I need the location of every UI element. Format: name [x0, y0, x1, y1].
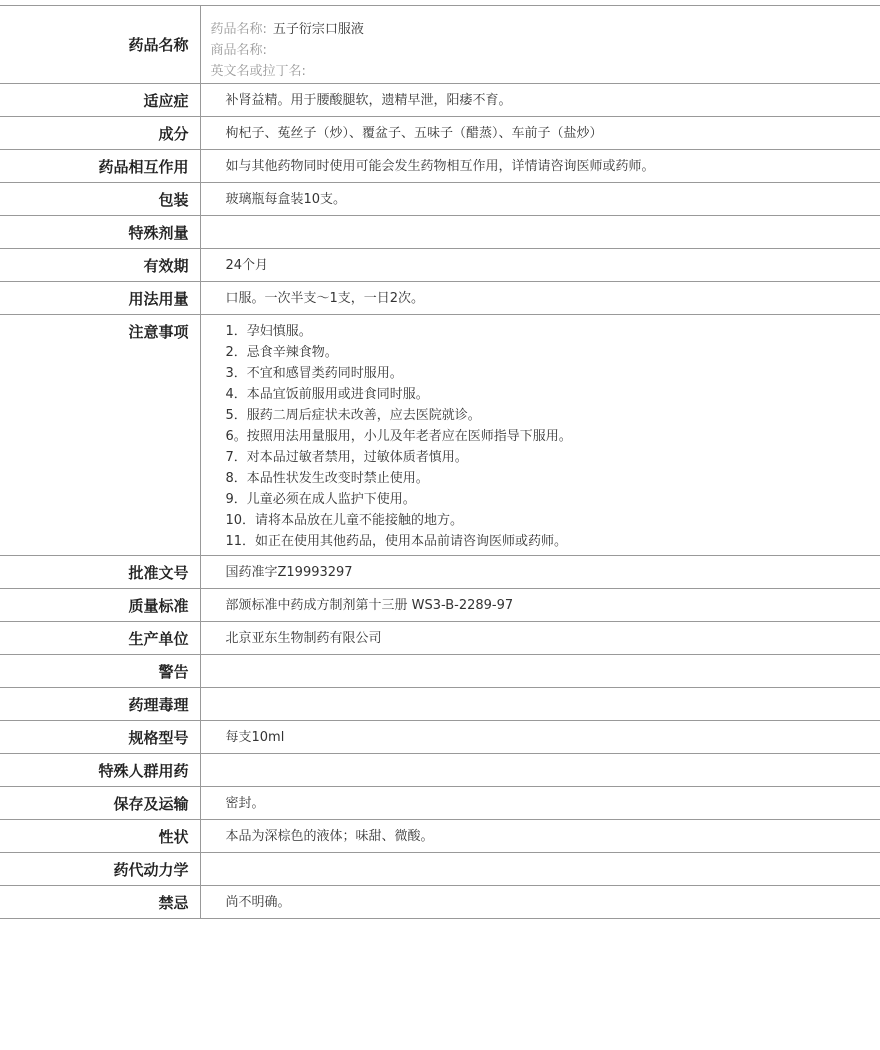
special-population-row	[0, 754, 880, 787]
precautions-row	[0, 315, 880, 556]
packaging-value: 玻璃瓶每盒装10支。	[225, 192, 347, 207]
indications-label: 适应症	[0, 84, 200, 117]
quality-standard-row	[0, 589, 880, 622]
warning-label: 警告	[0, 655, 200, 688]
interactions-label: 药品相互作用	[0, 150, 200, 183]
precaution-item: 4．本品宜饭前服用或进食同时服。	[225, 387, 429, 402]
warning-row	[0, 655, 880, 688]
precautions-value	[200, 315, 880, 556]
manufacturer-row	[0, 622, 880, 655]
drug-name-values	[200, 6, 880, 84]
interactions-value: 如与其他药物同时使用可能会发生药物相互作用，详情请咨询医师或药师。	[225, 159, 655, 174]
packaging-row	[0, 183, 880, 216]
special-dosage-row	[0, 216, 880, 249]
indications-value: 补肾益精。用于腰酸腿软，遗精早泄，阳痿不育。	[225, 93, 512, 108]
generic-name-line	[211, 19, 873, 40]
trade-name-line	[211, 40, 873, 61]
precaution-item: 2．忌食辛辣食物。	[225, 345, 338, 360]
precautions-label: 注意事项	[0, 315, 200, 556]
quality-standard-label: 质量标准	[0, 589, 200, 622]
usage-row	[0, 282, 880, 315]
shelf-life-label: 有效期	[0, 249, 200, 282]
ingredients-label: 成分	[0, 117, 200, 150]
approval-number-label: 批准文号	[0, 556, 200, 589]
pharmacology-label: 药理毒理	[0, 688, 200, 721]
contraindications-label: 禁忌	[0, 886, 200, 919]
precaution-item: 10．请将本品放在儿童不能接触的地方。	[225, 513, 464, 528]
approval-number-row	[0, 556, 880, 589]
usage-value: 口服。一次半支～1支，一日2次。	[225, 291, 425, 306]
drug-name-row	[0, 6, 880, 84]
pharmacokinetics-label: 药代动力学	[0, 853, 200, 886]
storage-row	[0, 787, 880, 820]
quality-standard-value: 部颁标准中药成方制剂第十三册 WS3-B-2289-97	[225, 598, 514, 613]
appearance-label: 性状	[0, 820, 200, 853]
precaution-item: 5．服药二周后症状未改善，应去医院就诊。	[225, 408, 481, 423]
special-dosage-value	[200, 216, 880, 249]
precautions-list	[226, 321, 873, 552]
specification-value: 每支10ml	[225, 730, 285, 745]
shelf-life-row	[0, 249, 880, 282]
contraindications-value: 尚不明确。	[225, 895, 291, 910]
precaution-item: 11．如正在使用其他药品，使用本品前请咨询医师或药师。	[225, 534, 568, 549]
storage-value: 密封。	[225, 796, 265, 811]
appearance-value: 本品为深棕色的液体；味甜、微酸。	[225, 829, 434, 844]
warning-value	[200, 655, 880, 688]
generic-name-key: 药品名称:	[210, 21, 267, 37]
approval-number-value: 国药准字Z19993297	[225, 565, 353, 580]
precaution-item: 8．本品性状发生改变时禁止使用。	[225, 471, 429, 486]
trade-name-key: 商品名称:	[210, 42, 267, 58]
drug-info-table	[0, 5, 880, 919]
pharmacokinetics-row	[0, 853, 880, 886]
special-population-label: 特殊人群用药	[0, 754, 200, 787]
ingredients-value: 枸杞子、菟丝子（炒）、覆盆子、五味子（醋蒸）、车前子（盐炒）	[225, 126, 603, 141]
pharmacokinetics-value	[200, 853, 880, 886]
precaution-item: 7．对本品过敏者禁用，过敏体质者慎用。	[225, 450, 468, 465]
special-dosage-label: 特殊剂量	[0, 216, 200, 249]
shelf-life-value: 24个月	[225, 258, 269, 273]
latin-name-key: 英文名或拉丁名:	[210, 63, 306, 79]
ingredients-row	[0, 117, 880, 150]
pharmacology-row	[0, 688, 880, 721]
latin-name-line	[211, 61, 873, 82]
usage-label: 用法用量	[0, 282, 200, 315]
special-population-value	[200, 754, 880, 787]
manufacturer-label: 生产单位	[0, 622, 200, 655]
generic-name-value: 五子衍宗口服液	[272, 21, 364, 37]
appearance-row	[0, 820, 880, 853]
interactions-row	[0, 150, 880, 183]
storage-label: 保存及运输	[0, 787, 200, 820]
pharmacology-value	[200, 688, 880, 721]
contraindications-row	[0, 886, 880, 919]
drug-name-label: 药品名称	[0, 6, 200, 84]
specification-row	[0, 721, 880, 754]
precaution-item: 6。按照用法用量服用，小儿及年老者应在医师指导下服用。	[225, 429, 572, 444]
precaution-item: 3．不宜和感冒类药同时服用。	[225, 366, 403, 381]
indications-row	[0, 84, 880, 117]
precaution-item: 1．孕妇慎服。	[225, 324, 312, 339]
packaging-label: 包装	[0, 183, 200, 216]
precaution-item: 9．儿童必须在成人监护下使用。	[225, 492, 416, 507]
manufacturer-value: 北京亚东生物制药有限公司	[225, 631, 382, 646]
specification-label: 规格型号	[0, 721, 200, 754]
